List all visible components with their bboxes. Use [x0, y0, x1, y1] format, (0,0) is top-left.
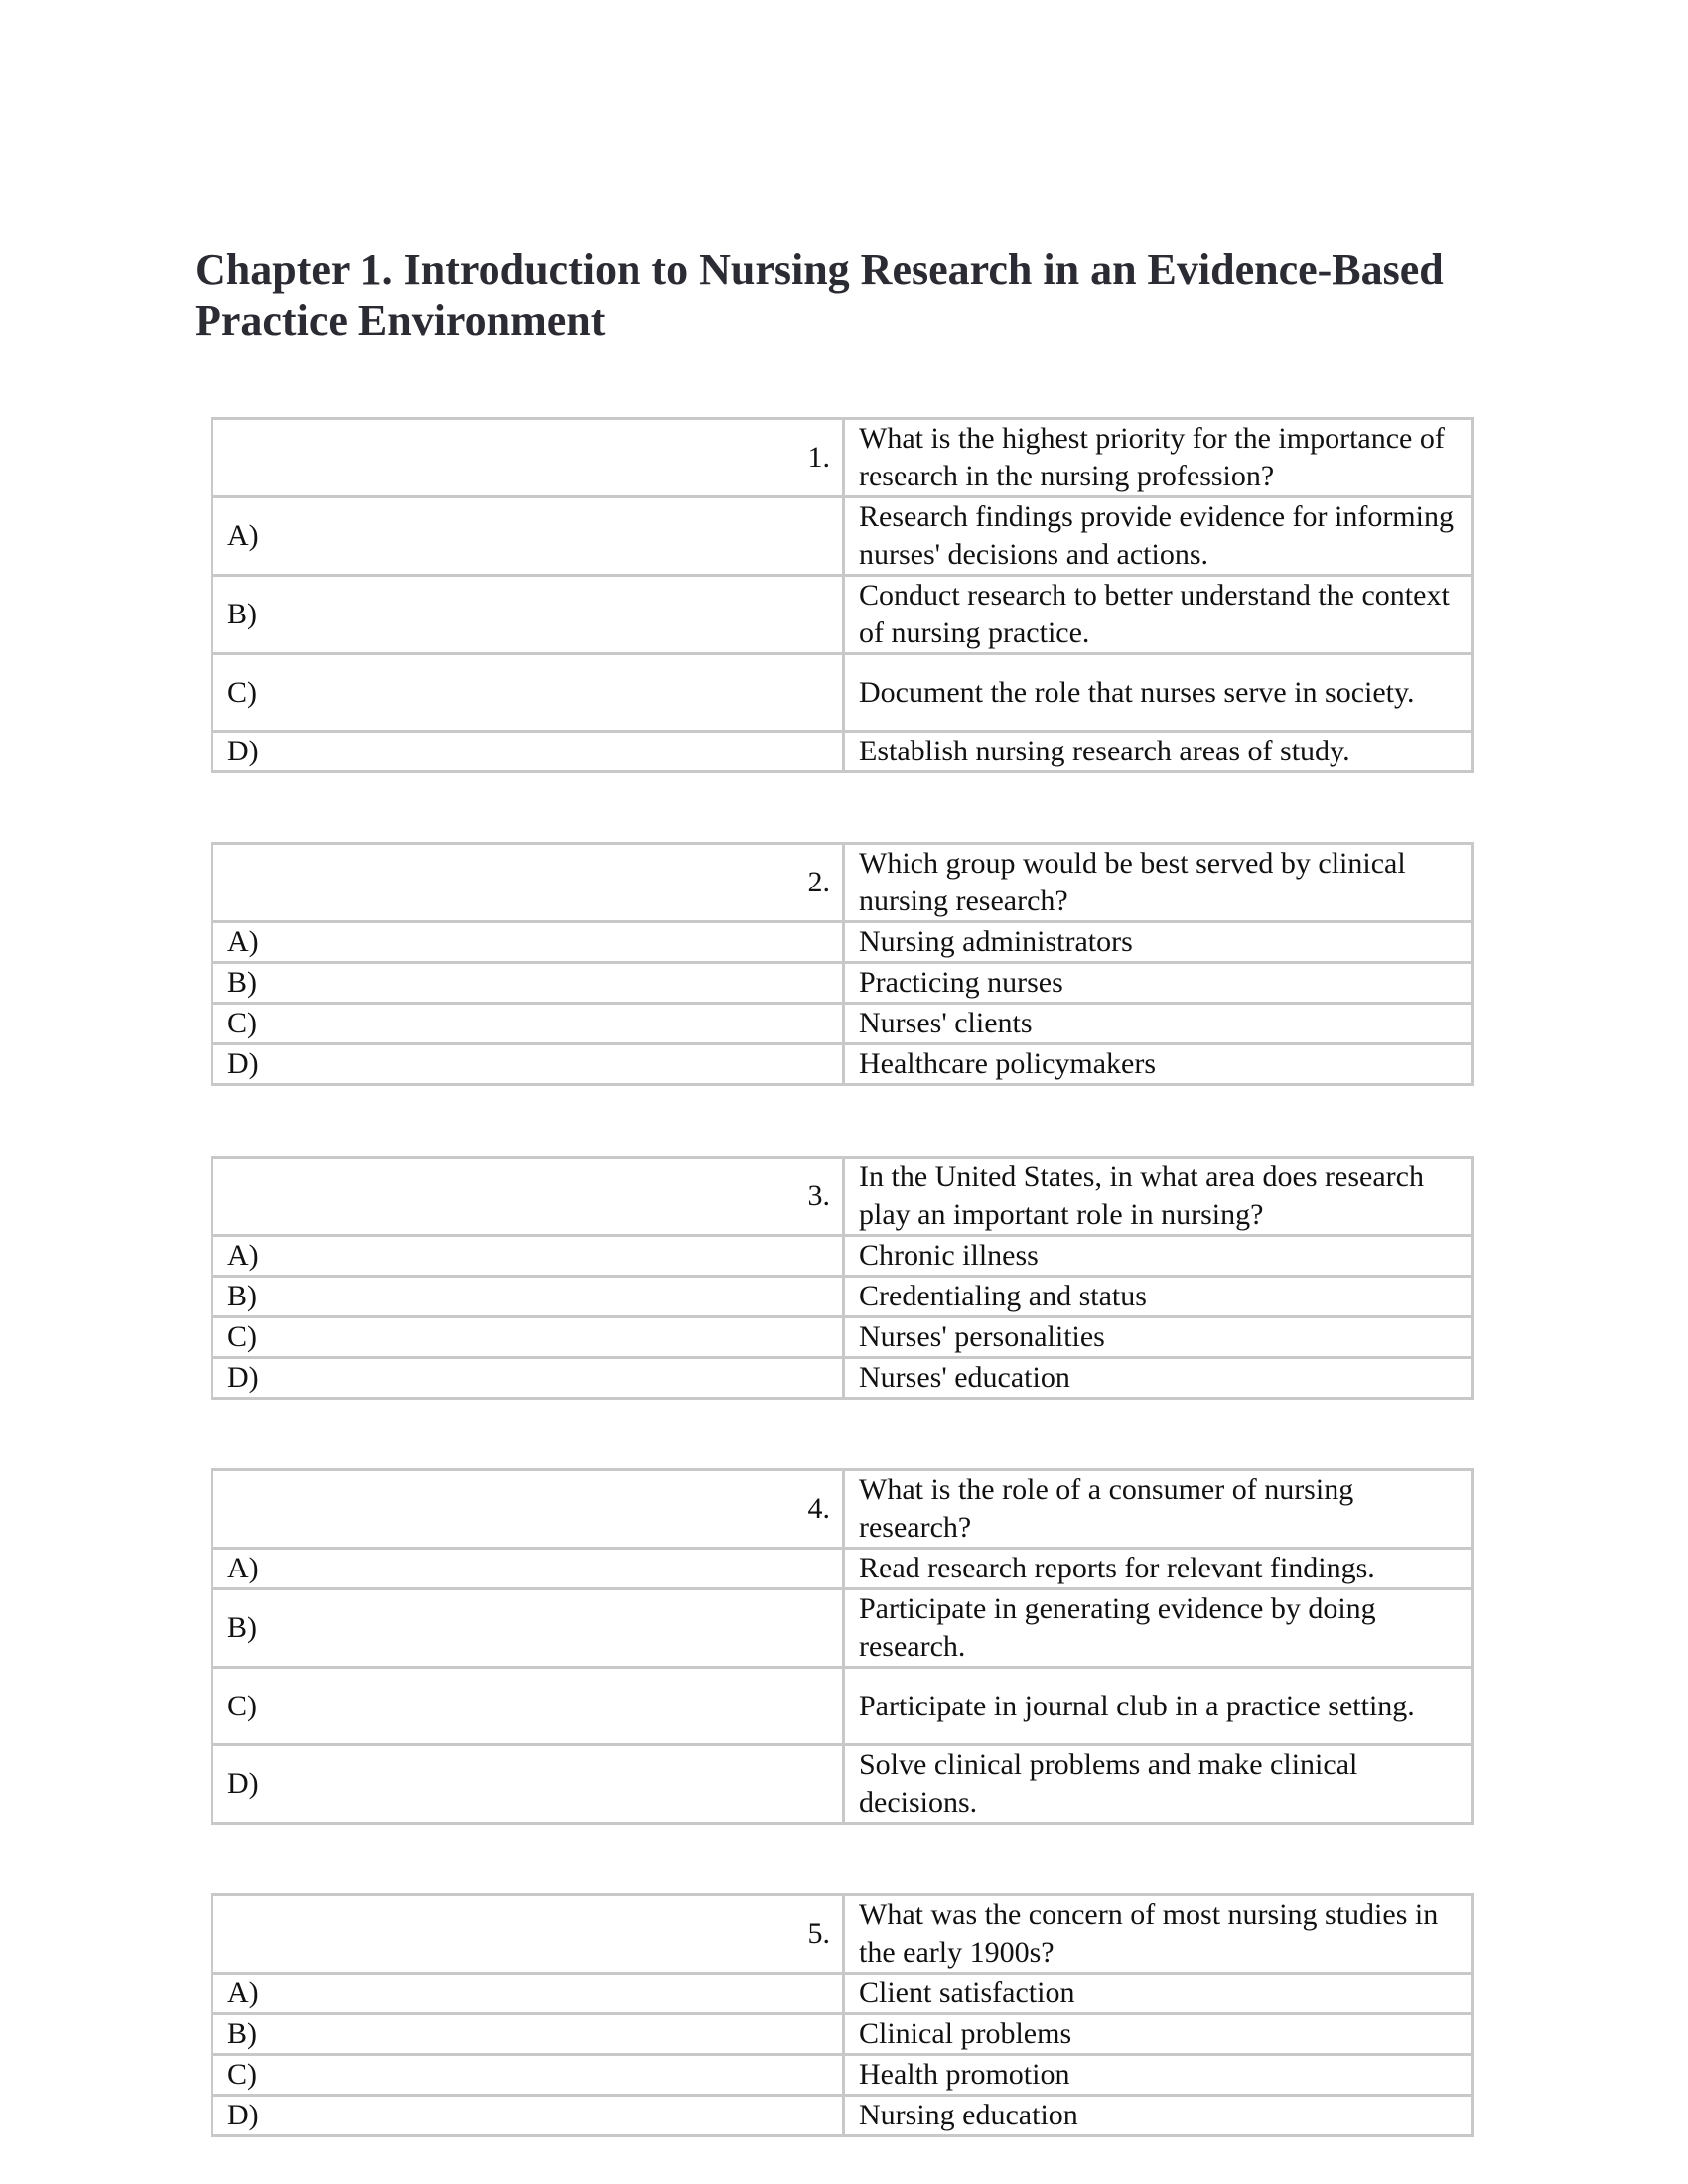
option-row-b [212, 963, 1473, 1004]
option-label: B) [212, 576, 844, 654]
option-label: B) [212, 1589, 844, 1668]
question-table-5 [211, 1893, 1474, 2137]
option-text: Healthcare policymakers [844, 1044, 1473, 1085]
option-row-c [212, 1668, 1473, 1745]
question-text: What was the concern of most nursing studies in the early 1900s? [844, 1895, 1473, 1974]
question-text: In the United States, in what area does research play an important role in nursing? [844, 1158, 1473, 1236]
option-label: D) [212, 1358, 844, 1399]
option-label: A) [212, 1549, 844, 1589]
option-label: C) [212, 2055, 844, 2096]
option-label: D) [212, 1745, 844, 1824]
option-label: C) [212, 1004, 844, 1044]
option-text: Credentialing and status [844, 1277, 1473, 1317]
option-row-c [212, 1004, 1473, 1044]
option-text: Establish nursing research areas of study. [844, 732, 1473, 772]
question-text: Which group would be best served by clinical nursing research? [844, 844, 1473, 922]
question-row [212, 419, 1473, 497]
option-text: Read research reports for relevant findings. [844, 1549, 1473, 1589]
question-number: 4. [212, 1470, 844, 1549]
option-text: Clinical problems [844, 2014, 1473, 2055]
option-text: Document the role that nurses serve in society. [844, 654, 1473, 732]
option-label: A) [212, 497, 844, 576]
question-text: What is the highest priority for the importance of research in the nursing profession? [844, 419, 1473, 497]
option-row-b [212, 1589, 1473, 1668]
option-row-a [212, 1974, 1473, 2014]
option-row-c [212, 654, 1473, 732]
option-label: B) [212, 1277, 844, 1317]
option-label: A) [212, 1236, 844, 1277]
option-row-c [212, 1317, 1473, 1358]
question-table-3 [211, 1156, 1474, 1400]
option-row-d [212, 1745, 1473, 1824]
option-row-c [212, 2055, 1473, 2096]
question-text: What is the role of a consumer of nursing research? [844, 1470, 1473, 1549]
option-row-d [212, 2096, 1473, 2136]
option-text: Health promotion [844, 2055, 1473, 2096]
option-text: Conduct research to better understand the context of nursing practice. [844, 576, 1473, 654]
option-row-b [212, 1277, 1473, 1317]
option-label: D) [212, 2096, 844, 2136]
question-number: 3. [212, 1158, 844, 1236]
option-text: Participate in journal club in a practice setting. [844, 1668, 1473, 1745]
option-label: B) [212, 2014, 844, 2055]
question-row [212, 1895, 1473, 1974]
option-label: C) [212, 654, 844, 732]
option-text: Research findings provide evidence for informing nurses' decisions and actions. [844, 497, 1473, 576]
question-row [212, 1470, 1473, 1549]
question-table-4 [211, 1468, 1474, 1825]
option-row-a [212, 922, 1473, 963]
option-text: Chronic illness [844, 1236, 1473, 1277]
option-text: Solve clinical problems and make clinical decisions. [844, 1745, 1473, 1824]
option-text: Client satisfaction [844, 1974, 1473, 2014]
option-text: Nurses' education [844, 1358, 1473, 1399]
option-row-b [212, 576, 1473, 654]
option-label: A) [212, 1974, 844, 2014]
option-label: C) [212, 1317, 844, 1358]
option-text: Nursing education [844, 2096, 1473, 2136]
question-number: 2. [212, 844, 844, 922]
option-row-a [212, 1549, 1473, 1589]
option-text: Nursing administrators [844, 922, 1473, 963]
option-text: Nurses' clients [844, 1004, 1473, 1044]
page-title: Chapter 1. Introduction to Nursing Research in an Evidence-Based Practice Environment [195, 245, 1444, 344]
option-label: D) [212, 1044, 844, 1085]
option-row-d [212, 1358, 1473, 1399]
option-label: A) [212, 922, 844, 963]
option-row-a [212, 1236, 1473, 1277]
question-table-2 [211, 842, 1474, 1086]
question-number: 5. [212, 1895, 844, 1974]
option-label: B) [212, 963, 844, 1004]
option-label: D) [212, 732, 844, 772]
option-text: Practicing nurses [844, 963, 1473, 1004]
option-text: Nurses' personalities [844, 1317, 1473, 1358]
question-number: 1. [212, 419, 844, 497]
option-row-d [212, 1044, 1473, 1085]
option-text: Participate in generating evidence by doing research. [844, 1589, 1473, 1668]
question-table-1 [211, 417, 1474, 773]
option-row-a [212, 497, 1473, 576]
question-row [212, 1158, 1473, 1236]
option-row-d [212, 732, 1473, 772]
option-label: C) [212, 1668, 844, 1745]
question-row [212, 844, 1473, 922]
option-row-b [212, 2014, 1473, 2055]
